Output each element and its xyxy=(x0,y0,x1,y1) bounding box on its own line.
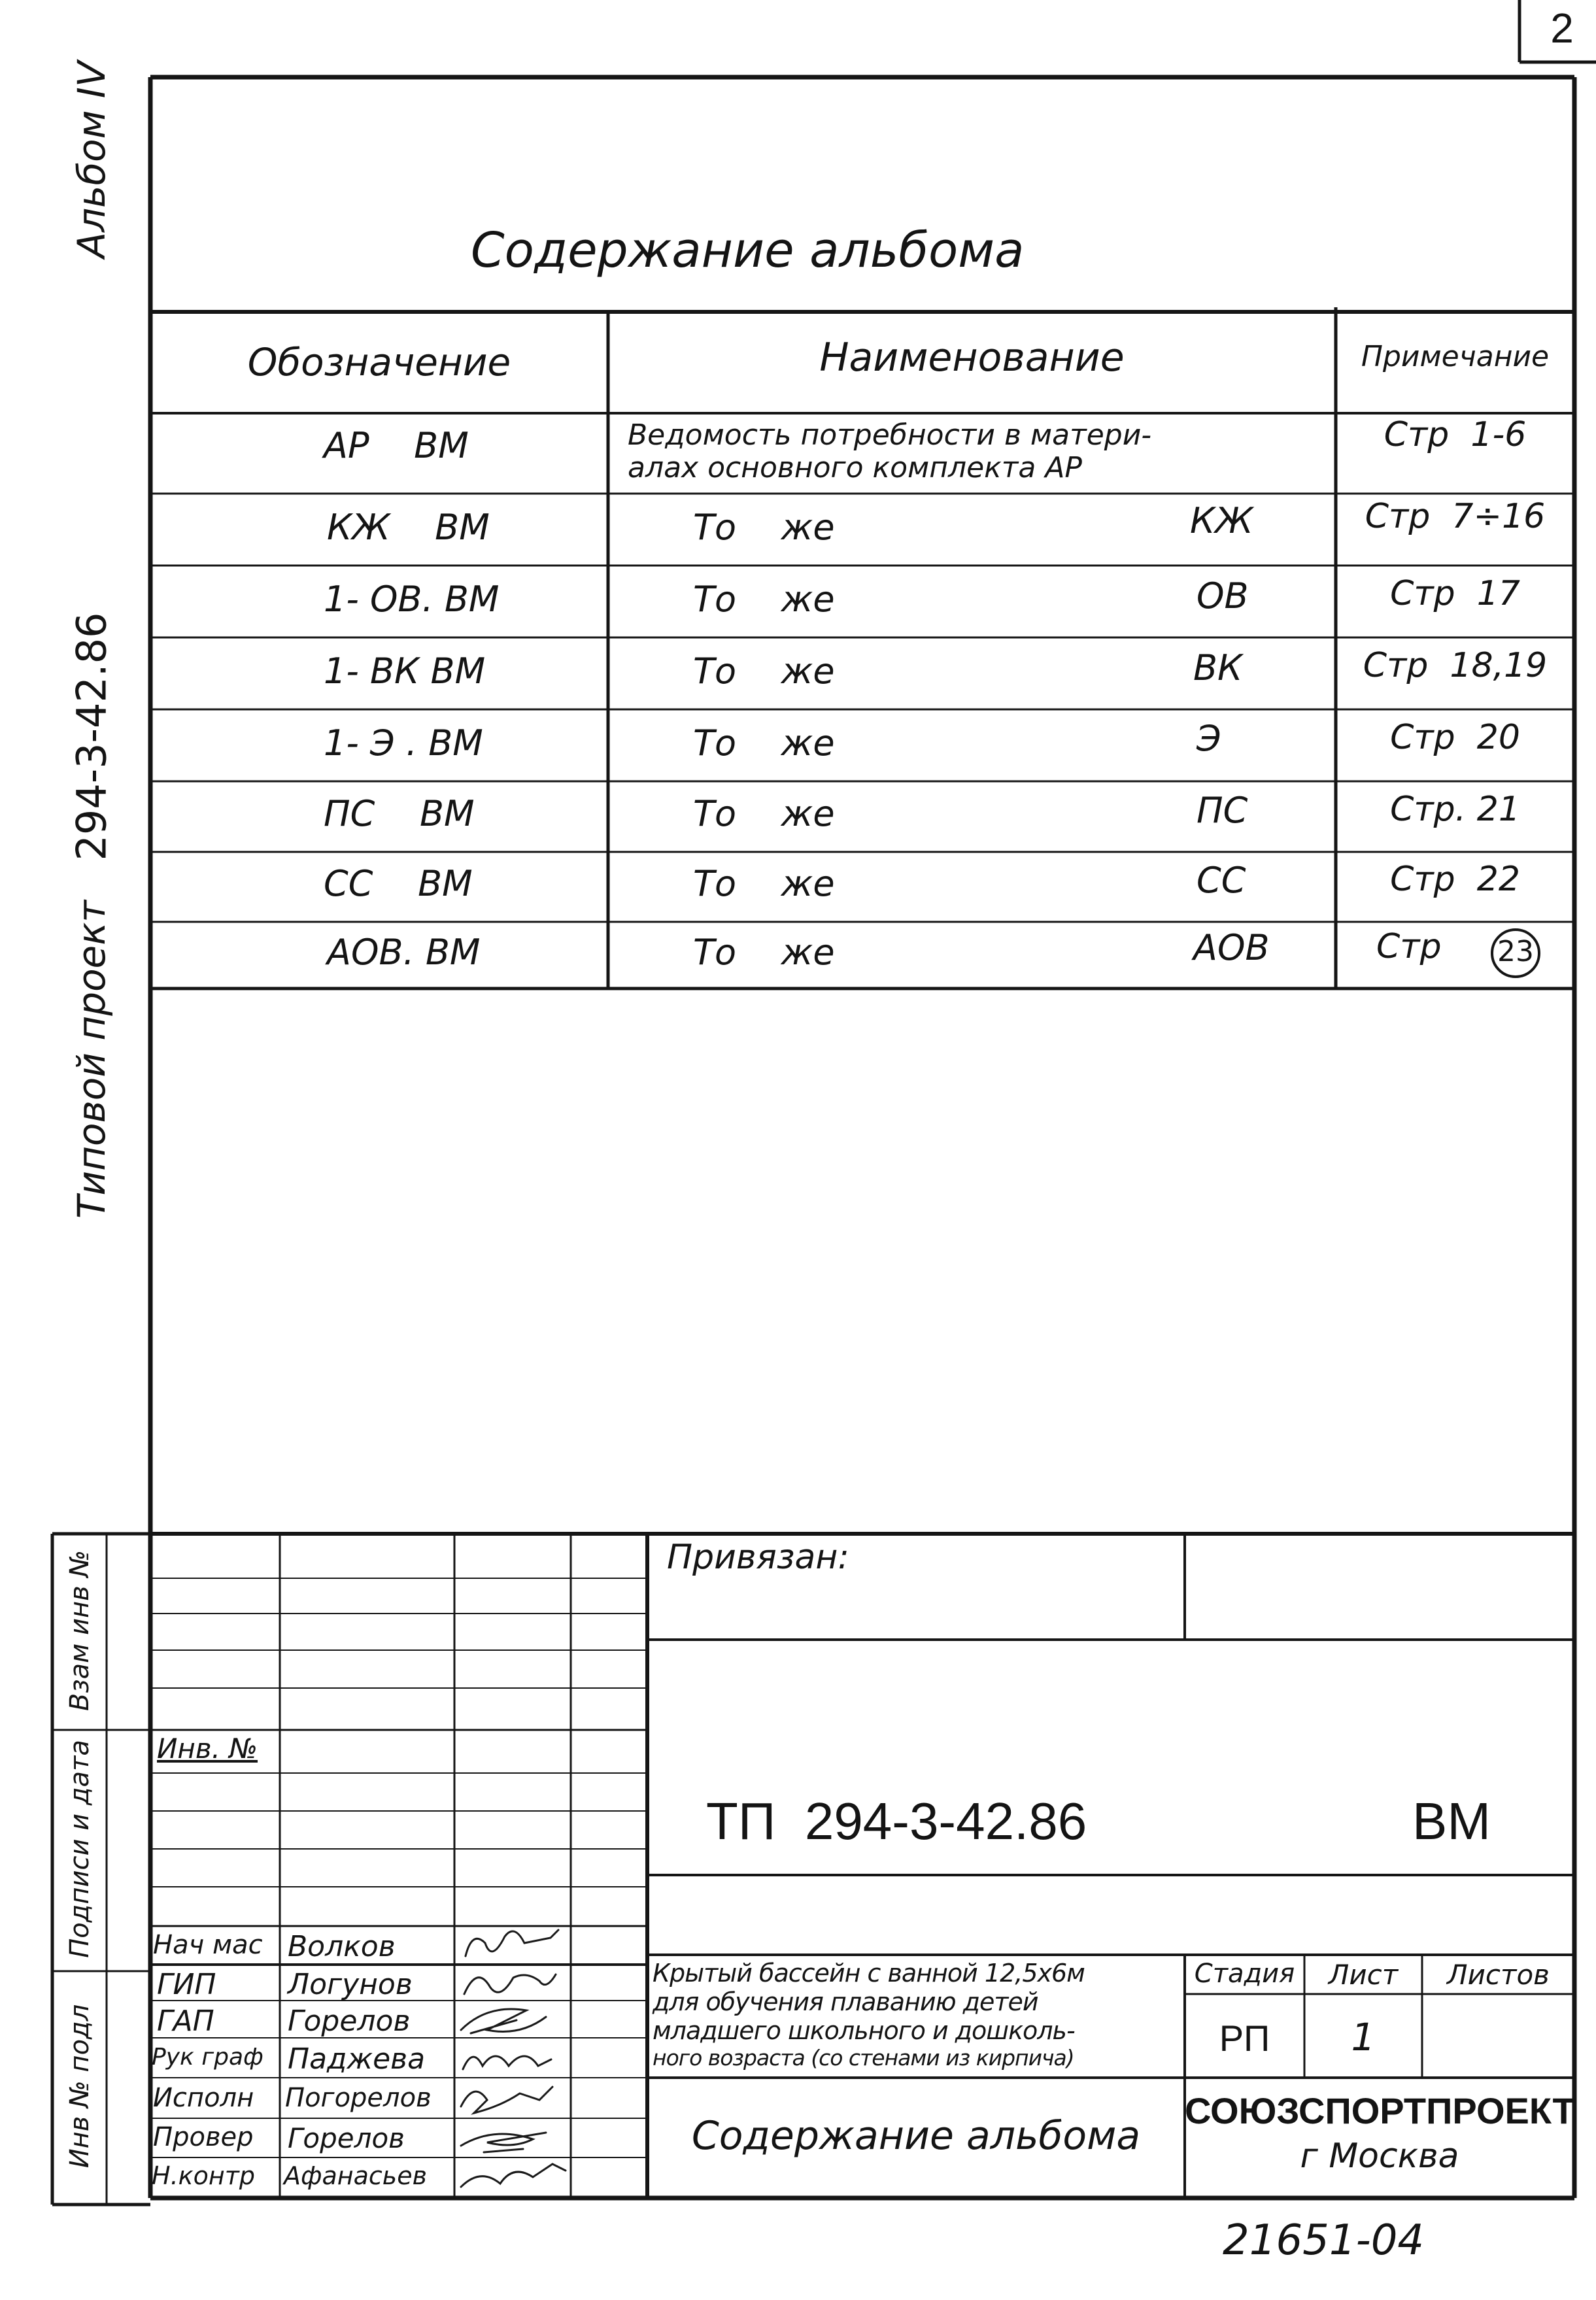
row-code: СС ВМ xyxy=(324,863,473,904)
inv-number-label: Инв. № xyxy=(157,1733,258,1765)
person-role: ГИП xyxy=(157,1968,216,2001)
row-note: Стр 1-6 xyxy=(1384,415,1527,454)
sheet-title: Содержание альбома xyxy=(691,2113,1141,2159)
row-suffix: ВК xyxy=(1193,647,1243,688)
person-name: Паджева xyxy=(288,2042,426,2076)
person-role: Рук граф xyxy=(152,2044,263,2071)
row-name: То же xyxy=(693,579,835,620)
circled-page-number: 23 xyxy=(1497,935,1534,968)
row-note: Стр 7÷16 xyxy=(1365,497,1546,536)
row-code: АОВ. ВМ xyxy=(327,932,481,973)
row-suffix: СС xyxy=(1197,860,1246,901)
row-code: ПС ВМ xyxy=(324,793,475,834)
margin-label-signature-date: Подписи и дата xyxy=(65,1740,95,1958)
sheet-label: Лист xyxy=(1328,1959,1399,1991)
archive-number: 21651-04 xyxy=(1223,2216,1425,2265)
row-note: Стр xyxy=(1376,927,1442,966)
project-label: Типовой проект xyxy=(69,900,114,1219)
row-code: 1- ОВ. ВМ xyxy=(324,579,500,620)
person-name: Логунов xyxy=(288,1968,413,2001)
row-name: То же xyxy=(693,722,835,764)
stage-value: РП xyxy=(1219,2018,1270,2059)
person-name: Горелов xyxy=(288,2122,405,2154)
row-name: То же xyxy=(693,507,835,548)
row-note: Стр 17 xyxy=(1390,574,1520,613)
person-role: Провер xyxy=(153,2122,254,2152)
row-note: Стр 20 xyxy=(1390,718,1520,757)
row-code: 1- Э . ВМ xyxy=(324,722,483,764)
person-role: ГАП xyxy=(157,2004,214,2038)
margin-label-original-inv: Инв № подл xyxy=(65,2004,95,2169)
header-designation: Обозначение xyxy=(247,340,511,384)
album-label: Альбом IV xyxy=(69,61,114,258)
row-name: То же xyxy=(693,932,835,973)
organization-name: СОЮЗСПОРТПРОЕКТ xyxy=(1185,2090,1575,2131)
description-line: ного возраста (со стенами из кирпича) xyxy=(653,2045,1074,2071)
sheet-value: 1 xyxy=(1351,2015,1376,2059)
row-suffix: АОВ xyxy=(1193,927,1270,968)
row-suffix: ОВ xyxy=(1197,575,1249,617)
row-name: То же xyxy=(693,651,835,692)
row-suffix: КЖ xyxy=(1190,500,1253,541)
row-code: КЖ ВМ xyxy=(327,507,490,548)
organization-city: г Москва xyxy=(1300,2137,1459,2176)
row-suffix: ПС xyxy=(1197,790,1248,831)
privyazan-label: Привязан: xyxy=(667,1538,849,1577)
sheets-label: Листов xyxy=(1447,1959,1550,1991)
row-suffix: Э xyxy=(1197,718,1221,759)
document-designation: ТП 294-3-42.86 xyxy=(706,1792,1087,1850)
stage-label: Стадия xyxy=(1194,1959,1295,1989)
header-note: Примечание xyxy=(1361,340,1550,373)
row-name: То же xyxy=(693,793,835,834)
row-note: Стр 22 xyxy=(1390,860,1520,899)
row-name-cont: алах основного комплекта АР xyxy=(628,451,1082,484)
description-line: Крытый бассейн с ванной 12,5х6м xyxy=(653,1959,1085,1987)
row-code: АР ВМ xyxy=(324,425,469,466)
row-note: Стр. 21 xyxy=(1390,790,1520,829)
row-name: Ведомость потребности в матери- xyxy=(628,418,1152,452)
person-name: Горелов xyxy=(288,2004,411,2038)
description-line: для обучения плаванию детей xyxy=(653,1987,1038,2016)
signatures xyxy=(461,1930,566,2187)
row-note: Стр 18,19 xyxy=(1363,646,1548,685)
header-name: Наименование xyxy=(819,335,1125,381)
row-name: То же xyxy=(693,863,835,904)
document-code: ВМ xyxy=(1412,1792,1491,1850)
person-role: Нач мас xyxy=(153,1930,263,1960)
person-name: Погорелов xyxy=(285,2083,432,2113)
person-name: Волков xyxy=(288,1930,396,1963)
description-line: младшего школьного и дошколь- xyxy=(653,2016,1075,2045)
person-name: Афанасьев xyxy=(284,2161,427,2190)
page-title: Содержание альбома xyxy=(471,222,1025,279)
project-code: 294-3-42.86 xyxy=(67,612,116,861)
margin-label-replaced-inv: Взам инв № xyxy=(65,1549,95,1712)
person-role: Н.контр xyxy=(152,2161,255,2190)
sheet-number: 2 xyxy=(1550,5,1574,52)
person-role: Исполн xyxy=(153,2083,254,2113)
row-code: 1- ВК ВМ xyxy=(324,651,486,692)
